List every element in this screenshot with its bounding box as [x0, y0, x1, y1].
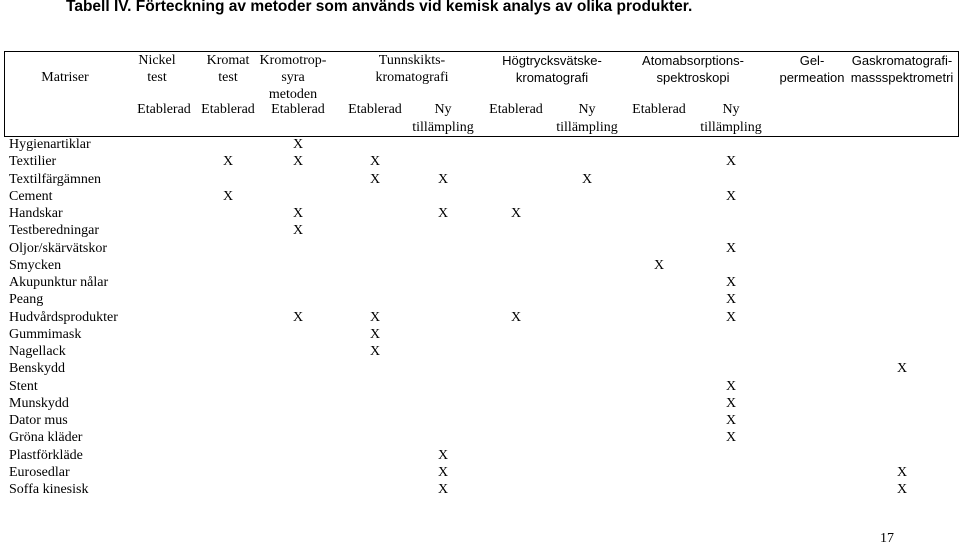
method-mark: X	[369, 154, 381, 170]
method-status-1: Etablerad	[137, 102, 191, 117]
method-mark: X	[725, 413, 737, 428]
row-label: Plastförkläde	[9, 447, 83, 463]
method-mark: X	[437, 464, 449, 480]
method-status-3: Etablerad	[271, 102, 325, 117]
method-status-9: Ny	[722, 102, 740, 117]
page-title: Tabell IV. Förteckning av metoder som används vid kemisk analys av olika produkter.	[66, 0, 693, 15]
method-mark: X	[725, 430, 737, 446]
row-label: Testberedningar	[9, 223, 99, 239]
method-mark: X	[896, 361, 908, 377]
method-header-2-line2: test	[218, 70, 238, 85]
method-mark: X	[222, 154, 234, 170]
method-status-9-line2: tillämpling	[700, 120, 762, 135]
method-mark: X	[292, 206, 304, 221]
method-header-7-line2: permeation	[779, 70, 845, 85]
method-mark: X	[292, 309, 304, 325]
method-header-6-line2: spektroskopi	[656, 70, 730, 85]
method-mark: X	[510, 206, 522, 221]
method-status-5: Ny	[434, 102, 452, 117]
method-header-3-line2: syra	[281, 70, 305, 85]
method-mark: X	[725, 292, 737, 308]
method-mark: X	[437, 482, 449, 497]
method-header-4-line2: kromatografi	[375, 70, 449, 85]
method-mark: X	[369, 344, 381, 359]
method-mark: X	[725, 309, 737, 325]
method-status-5-line2: tillämpling	[412, 120, 474, 135]
method-mark: X	[725, 395, 737, 411]
page-number: 17	[880, 531, 894, 546]
row-label: Cement	[9, 188, 53, 204]
method-mark: X	[292, 223, 304, 239]
method-mark: X	[369, 171, 381, 187]
method-mark: X	[437, 171, 449, 187]
method-header-1-line2: test	[147, 70, 167, 85]
method-header-4-line1: Tunnskikts-	[378, 53, 446, 68]
row-label: Peang	[9, 292, 44, 308]
row-label: Dator mus	[9, 413, 68, 428]
method-header-5-line2: kromatografi	[515, 70, 589, 85]
method-mark: X	[581, 171, 593, 187]
row-label: Oljor/skärvätskor	[9, 240, 107, 256]
method-header-2-line1: Kromat	[206, 53, 250, 68]
method-header-8-line1: Gaskromatografi-	[851, 53, 953, 68]
row-label: Handskar	[9, 206, 63, 221]
row-label: Hygienartiklar	[9, 137, 91, 152]
row-label: Stent	[9, 378, 38, 394]
method-mark: X	[222, 188, 234, 204]
row-label: Akupunktur nålar	[9, 275, 109, 290]
method-mark: X	[725, 378, 737, 394]
row-label: Soffa kinesisk	[9, 482, 89, 497]
method-mark: X	[437, 447, 449, 463]
method-mark: X	[369, 309, 381, 325]
row-label: Gröna kläder	[9, 430, 83, 446]
row-label: Textilfärgämnen	[9, 171, 102, 187]
method-mark: X	[437, 206, 449, 221]
method-mark: X	[292, 137, 304, 152]
method-status-4: Etablerad	[348, 102, 402, 117]
method-mark: X	[653, 257, 665, 273]
row-label: Eurosedlar	[9, 464, 70, 480]
row-label: Gummimask	[9, 326, 82, 342]
row-label: Hudvårdsprodukter	[9, 309, 118, 325]
method-status-8: Etablerad	[632, 102, 686, 117]
method-mark: X	[725, 188, 737, 204]
method-header-8-line2: massspektrometri	[850, 70, 954, 85]
row-label: Textilier	[9, 154, 57, 170]
method-mark: X	[292, 154, 304, 170]
method-status-7: Ny	[578, 102, 596, 117]
matrix-column-header: Matriser	[41, 70, 89, 85]
method-header-6-line1: Atomabsorptions-	[642, 53, 744, 68]
method-status-2: Etablerad	[201, 102, 255, 117]
method-header-3-line3: metoden	[268, 87, 318, 102]
method-header-7-line1: Gel-	[799, 53, 825, 68]
method-header-1-line1: Nickel	[138, 53, 176, 68]
method-mark: X	[369, 326, 381, 342]
row-label: Munskydd	[9, 395, 69, 411]
table-left-border	[4, 51, 5, 136]
method-status-7-line2: tillämpling	[556, 120, 618, 135]
row-label: Benskydd	[9, 361, 65, 377]
method-mark: X	[725, 275, 737, 290]
method-header-3-line1: Kromotrop-	[259, 53, 327, 68]
method-mark: X	[896, 482, 908, 497]
method-status-6: Etablerad	[489, 102, 543, 117]
row-label: Nagellack	[9, 344, 66, 359]
method-header-5-line1: Högtrycksvätske-	[502, 53, 602, 68]
row-label: Smycken	[9, 257, 62, 273]
method-mark: X	[725, 240, 737, 256]
method-mark: X	[510, 309, 522, 325]
method-mark: X	[725, 154, 737, 170]
method-mark: X	[896, 464, 908, 480]
